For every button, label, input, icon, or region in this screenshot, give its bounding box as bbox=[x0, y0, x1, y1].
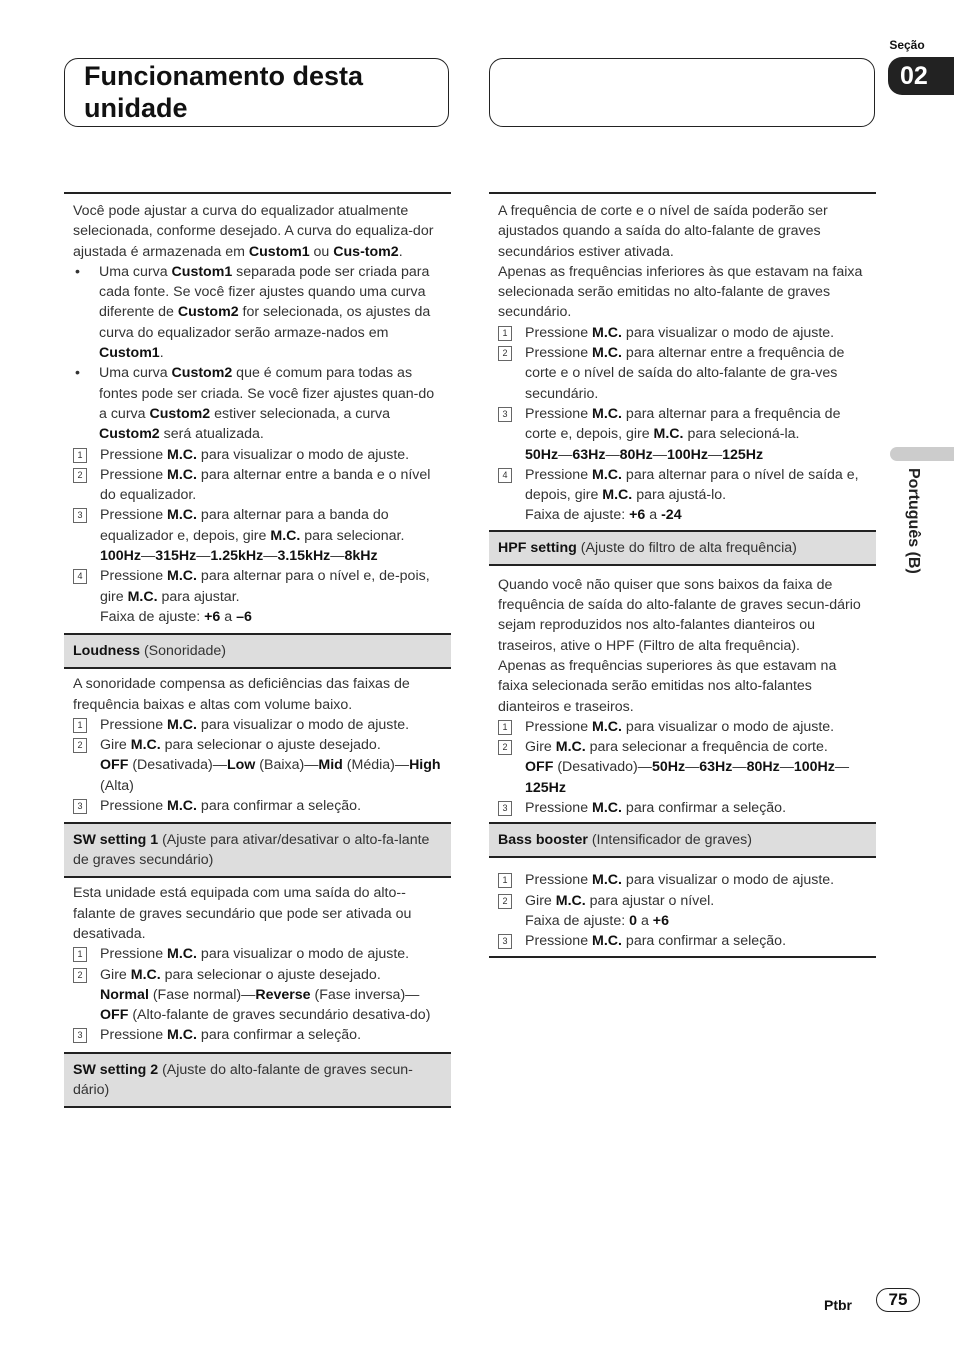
step-detail: Normal (Fase normal)—Reverse (Fase inversa)—OFF (Alto-falante de graves secundário desativa-do) bbox=[100, 986, 431, 1024]
step-number: 1 bbox=[73, 947, 87, 962]
step-number: 2 bbox=[73, 468, 87, 483]
step-number: 1 bbox=[498, 873, 512, 888]
step-item: 2 Gire M.C. para selecionar o ajuste desejado. OFF (Desativada)—Low (Baixa)—Mid (Média)—High (Alta) bbox=[73, 735, 442, 796]
bullet-item: • Uma curva Custom2 que é comum para todas as fontes pode ser criada. Se você fizer ajustes quan-do a curva Custom2 estiver selecionada, a curva Custom2 será atualizada. bbox=[75, 365, 435, 443]
step-item: 1 Pressione M.C. para visualizar o modo de ajuste. bbox=[73, 944, 442, 964]
eq-intro: Você pode ajustar a curva do equalizador atualmente selecionada, conforme desejado. A curva do equaliza-dor ajustada é armazenada em Custom1 ou Cus-tom2. bbox=[73, 203, 434, 260]
step-item: 1 Pressione M.C. para visualizar o modo de ajuste. bbox=[498, 323, 867, 343]
step-item: 1 Pressione M.C. para visualizar o modo de ajuste. bbox=[498, 870, 867, 890]
sw2-text-2: Apenas as frequências inferiores às que estavam na faixa selecionada serão emitidas no alto-falante de graves secundário. bbox=[498, 263, 863, 321]
step-number: 4 bbox=[73, 569, 87, 584]
step-number: 2 bbox=[498, 894, 512, 909]
bullet-item: • Uma curva Custom1 separada pode ser criada para cada fonte. Se você fizer ajustes quando uma curva diferente de Custom2 for selecionada, os ajustes da curva do equalizador serão armaze-nados em Custom1. bbox=[75, 263, 431, 362]
step-number: 4 bbox=[498, 468, 512, 483]
step-item: 2 Pressione M.C. para alternar entre a banda e o nível do equalizador. bbox=[73, 465, 442, 506]
step-detail: Faixa de ajuste: 0 a +6 bbox=[525, 912, 669, 929]
step-number: 3 bbox=[498, 934, 512, 949]
header-empty-box bbox=[489, 58, 875, 127]
step-number: 3 bbox=[73, 508, 87, 523]
hpf-text-2: Apenas as frequências superiores às que estavam na faixa selecionada serão emitidas nos alto-falantes dianteiros e traseiros. bbox=[498, 657, 837, 715]
step-number: 3 bbox=[498, 407, 512, 422]
step-detail: Faixa de ajuste: +6 a –6 bbox=[100, 608, 252, 625]
step-item: 3 Pressione M.C. para confirmar a seleção. bbox=[73, 796, 442, 816]
step-item: 4 Pressione M.C. para alternar para o nível e, de-pois, gire M.C. para ajustar. Faixa de ajuste: +6 a –6 bbox=[73, 566, 442, 627]
step-item: 1 Pressione M.C. para visualizar o modo de ajuste. bbox=[498, 717, 867, 737]
step-item: 4 Pressione M.C. para alternar para o nível de saída e, depois, gire M.C. para ajustá-lo. Faixa de ajuste: +6 a -24 bbox=[498, 465, 867, 526]
step-item: 3 Pressione M.C. para confirmar a seleção. bbox=[498, 798, 867, 818]
step-number: 2 bbox=[498, 346, 512, 361]
step-item: 2 Gire M.C. para selecionar o ajuste desejado. Normal (Fase normal)—Reverse (Fase inversa)—OFF (Alto-falante de graves secundário desativa-do) bbox=[73, 965, 442, 1026]
step-number: 1 bbox=[73, 718, 87, 733]
right-column bbox=[489, 192, 876, 958]
step-item: 2 Pressione M.C. para alternar entre a frequência de corte e o nível de saída do alto-falante de gra-ves secundário. bbox=[498, 343, 867, 404]
side-language-label: Português (B) bbox=[905, 468, 922, 574]
step-number: 1 bbox=[498, 326, 512, 341]
section-number: 02 bbox=[888, 57, 954, 95]
hpf-text-1: Quando você não quiser que sons baixos da faixa de frequência de saída do alto-falante de graves secun-dário sejam reproduzidos nos alto-falantes dianteiros ou traseiros, ative o HPF (Filtro de alta frequência). bbox=[498, 576, 861, 654]
step-item: 1 Pressione M.C. para visualizar o modo de ajuste. bbox=[73, 715, 442, 735]
step-detail: OFF (Desativado)—50Hz—63Hz—80Hz—100Hz—125Hz bbox=[525, 759, 850, 796]
step-detail: Faixa de ajuste: +6 a -24 bbox=[525, 507, 682, 524]
bass-heading: Bass booster (Intensificador de graves) bbox=[489, 822, 876, 858]
sw1-text: Esta unidade está equipada com uma saída do alto--falante de graves secundário que pode ser ativada ou desativada. bbox=[73, 885, 412, 942]
page-title: Funcionamento desta unidade bbox=[84, 61, 364, 123]
step-item: 1 Pressione M.C. para visualizar o modo de ajuste. bbox=[73, 445, 442, 465]
step-number: 2 bbox=[73, 968, 87, 983]
step-item: 2 Gire M.C. para ajustar o nível. Faixa de ajuste: 0 a +6 bbox=[498, 891, 867, 932]
side-language-tab bbox=[898, 468, 928, 608]
step-number: 1 bbox=[498, 720, 512, 735]
loudness-heading: Loudness (Sonoridade) bbox=[64, 633, 451, 669]
step-number: 1 bbox=[73, 448, 87, 463]
sw2-heading: SW setting 2 (Ajuste do alto-falante de graves secun-dário) bbox=[64, 1052, 451, 1108]
step-item: 3 Pressione M.C. para confirmar a seleção. bbox=[498, 931, 867, 951]
side-tab-marker bbox=[890, 447, 954, 461]
step-item: 3 Pressione M.C. para confirmar a seleção. bbox=[73, 1025, 442, 1045]
loudness-text: A sonoridade compensa as deficiências das faixas de frequência baixas e altas com volume baixo. bbox=[73, 676, 410, 713]
step-number: 2 bbox=[73, 738, 87, 753]
step-detail: OFF (Desativada)—Low (Baixa)—Mid (Média)—High (Alta) bbox=[100, 757, 441, 794]
hpf-heading: HPF setting (Ajuste do filtro de alta frequência) bbox=[489, 530, 876, 566]
sw2-text-1: A frequência de corte e o nível de saída poderão ser ajustados quando a saída do alto-falante de graves secundários estiver ativada. bbox=[498, 203, 828, 260]
step-item: 3 Pressione M.C. para alternar para a frequência de corte e, depois, gire M.C. para selecioná-la. 50Hz—63Hz—80Hz—100Hz—125Hz bbox=[498, 404, 867, 465]
footer-lang-code: Ptbr bbox=[824, 1297, 852, 1313]
step-number: 2 bbox=[498, 740, 512, 755]
step-number: 3 bbox=[73, 799, 87, 814]
section-label: Seção bbox=[889, 38, 925, 52]
step-item: 2 Gire M.C. para selecionar a frequência de corte. OFF (Desativado)—50Hz—63Hz—80Hz—100Hz—125Hz bbox=[498, 737, 867, 798]
step-number: 3 bbox=[73, 1028, 87, 1043]
left-column bbox=[64, 192, 451, 1108]
page-number: 75 bbox=[876, 1288, 920, 1312]
bottom-rule bbox=[489, 956, 876, 958]
step-number: 3 bbox=[498, 801, 512, 816]
step-detail: 50Hz—63Hz—80Hz—100Hz—125Hz bbox=[525, 446, 764, 463]
step-detail: 100Hz—315Hz—1.25kHz—3.15kHz—8kHz bbox=[100, 548, 378, 565]
sw1-heading: SW setting 1 (Ajuste para ativar/desativar o alto-fa-lante de graves secundário) bbox=[64, 822, 451, 878]
step-item: 3 Pressione M.C. para alternar para a banda do equalizador e, depois, gire M.C. para selecionar. 100Hz—315Hz—1.25kHz—3.15kHz—8kHz bbox=[73, 505, 442, 566]
